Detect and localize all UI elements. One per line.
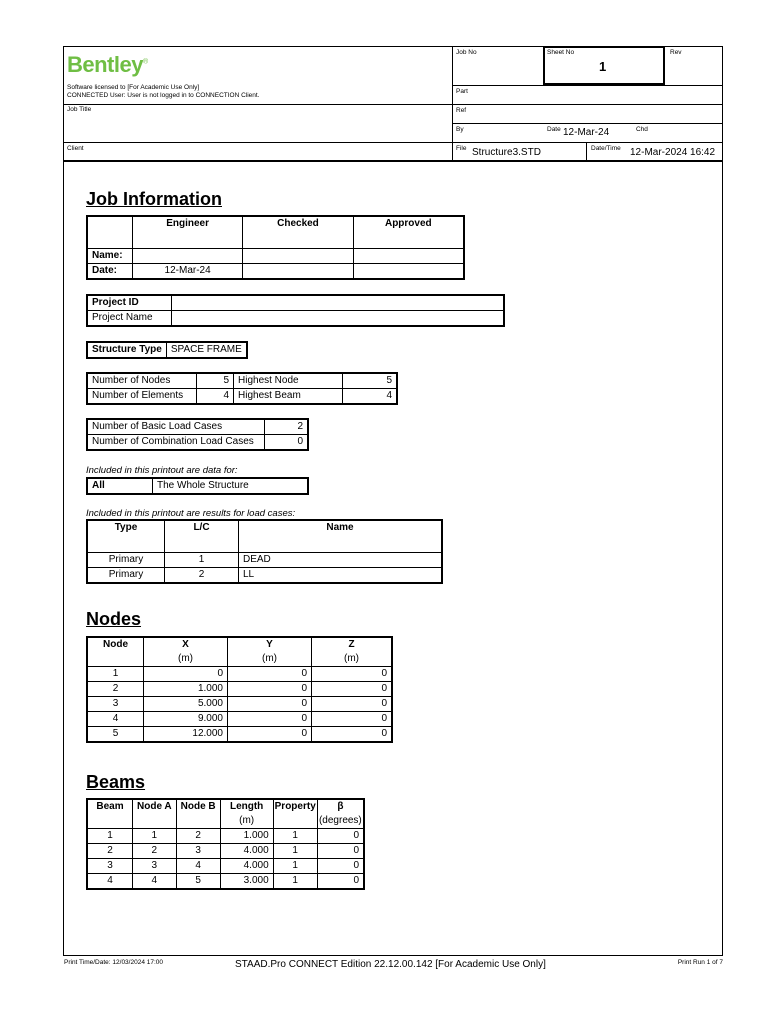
table-cell: 3	[133, 859, 177, 874]
client-label: Client	[67, 145, 84, 152]
table-cell: (m)	[228, 652, 312, 667]
table-cell: 1	[133, 829, 177, 844]
col-approved: Approved	[353, 216, 464, 248]
table-cell: 0	[317, 829, 364, 844]
table-cell: 4.000	[220, 844, 273, 859]
table-row	[87, 829, 364, 844]
table-cell: 0	[228, 697, 312, 712]
table-cell: 1	[273, 859, 317, 874]
table-cell: 0	[312, 712, 393, 727]
basic-lc-value: 2	[265, 419, 309, 435]
highest-node-value: 5	[343, 373, 398, 389]
basic-lc-label: Number of Basic Load Cases	[87, 419, 265, 435]
datetime-value: 12-Mar-2024 16:42	[630, 147, 716, 158]
counts-table	[86, 372, 398, 405]
bentley-logo: Bentley®	[67, 52, 148, 77]
table-cell: 5.000	[144, 697, 228, 712]
sheet-no-label: Sheet No	[547, 49, 575, 56]
nodes-col-y: Y	[228, 637, 312, 652]
table-cell: Primary	[87, 567, 165, 583]
nodes-title: Nodes	[86, 609, 142, 629]
table-cell: 0	[317, 859, 364, 874]
table-cell: 4	[176, 859, 220, 874]
table-cell: 0	[144, 667, 228, 682]
table-cell: 0	[317, 844, 364, 859]
job-title-label: Job Title	[67, 106, 92, 113]
table-cell: 2	[165, 567, 239, 583]
table-row	[87, 697, 392, 712]
lc-col-lc: L/C	[165, 520, 239, 552]
beams-title: Beams	[86, 772, 146, 792]
col-checked: Checked	[243, 216, 353, 248]
project-name-label: Project Name	[87, 311, 172, 327]
chd-label: Chd	[636, 126, 648, 133]
table-cell: 2	[176, 829, 220, 844]
load-cases-table	[86, 519, 443, 584]
table-cell	[172, 295, 505, 311]
license-line-2: CONNECTED User: User is not logged in to CONNECTION Client.	[67, 92, 260, 99]
beams-col-beam: Beam	[87, 799, 133, 829]
date-row-label: Date:	[87, 263, 132, 279]
table-cell: DEAD	[239, 552, 443, 567]
project-table	[86, 294, 505, 327]
included-results-note: Included in this printout are results for load cases:	[86, 508, 296, 519]
print-time: Print Time/Date: 12/03/2024 17:00	[64, 959, 164, 966]
table-cell: 0	[228, 682, 312, 697]
table-row	[87, 727, 392, 743]
table-cell: 4	[87, 874, 133, 890]
product-info: STAAD.Pro CONNECT Edition 22.12.00.142 [For Academic Use Only]	[235, 959, 546, 970]
table-cell: 2	[87, 682, 144, 697]
table-cell: 1.000	[220, 829, 273, 844]
table-cell: 5	[176, 874, 220, 890]
table-row	[87, 552, 442, 567]
included-data-table	[86, 477, 309, 495]
table-cell: 3	[87, 697, 144, 712]
table-cell	[243, 263, 353, 279]
table-row	[87, 844, 364, 859]
table-cell	[353, 248, 464, 263]
table-row	[87, 859, 364, 874]
table-cell: 9.000	[144, 712, 228, 727]
table-cell: 3	[176, 844, 220, 859]
structure-type-table	[86, 341, 248, 359]
sheet-no-value: 1	[599, 59, 607, 74]
table-cell: 1	[87, 829, 133, 844]
table-cell: Primary	[87, 552, 165, 567]
table-cell: 0	[312, 682, 393, 697]
table-cell: 4	[87, 712, 144, 727]
table-cell: 2	[133, 844, 177, 859]
highest-node-label: Highest Node	[234, 373, 343, 389]
nodes-table	[86, 636, 393, 743]
table-cell: 0	[228, 712, 312, 727]
job-no-label: Job No	[456, 49, 477, 56]
col-engineer: Engineer	[132, 216, 242, 248]
part-label: Part	[456, 88, 468, 95]
file-value: Structure3.STD	[472, 147, 541, 158]
combo-lc-label: Number of Combination Load Cases	[87, 435, 265, 451]
table-cell: 4.000	[220, 859, 273, 874]
all-value: The Whole Structure	[153, 478, 309, 494]
table-cell: (m)	[312, 652, 393, 667]
beams-col-node-b: Node B	[176, 799, 220, 829]
included-data-note: Included in this printout are data for:	[86, 465, 238, 476]
table-row	[87, 682, 392, 697]
approval-table	[86, 215, 465, 280]
rev-label: Rev	[670, 49, 682, 56]
highest-beam-value: 4	[343, 389, 398, 405]
table-cell: 1	[273, 874, 317, 890]
lc-col-type: Type	[87, 520, 165, 552]
table-cell: 0	[228, 727, 312, 743]
beams-col-beta: β	[317, 799, 364, 814]
lc-col-name: Name	[239, 520, 443, 552]
num-nodes-label: Number of Nodes	[87, 373, 197, 389]
num-elements-value: 4	[197, 389, 234, 405]
table-cell: 1.000	[144, 682, 228, 697]
beams-col-property: Property	[273, 799, 317, 829]
nodes-col-x: X	[144, 637, 228, 652]
table-cell	[172, 311, 505, 327]
table-cell: (m)	[144, 652, 228, 667]
table-row	[87, 667, 392, 682]
load-case-count-table	[86, 418, 309, 451]
table-cell: 3	[87, 859, 133, 874]
table-cell: 0	[312, 667, 393, 682]
nodes-col-z: Z	[312, 637, 393, 652]
table-cell: 2	[87, 844, 133, 859]
table-cell: 0	[317, 874, 364, 890]
datetime-label: Date/Time	[591, 145, 621, 152]
table-cell: 0	[312, 727, 393, 743]
job-info-title: Job Information	[86, 189, 222, 209]
all-label: All	[87, 478, 153, 494]
combo-lc-value: 0	[265, 435, 309, 451]
table-cell: 0	[312, 697, 393, 712]
table-cell: LL	[239, 567, 443, 583]
date-value: 12-Mar-24	[563, 127, 610, 138]
nodes-col-node: Node	[87, 637, 144, 667]
table-cell: (m)	[220, 814, 273, 829]
table-cell: 1	[273, 829, 317, 844]
beams-table	[86, 798, 365, 890]
highest-beam-label: Highest Beam	[234, 389, 343, 405]
ref-label: Ref	[456, 107, 467, 114]
table-row	[87, 874, 364, 890]
structure-type-label: Structure Type	[87, 342, 166, 358]
structure-type-value: SPACE FRAME	[166, 342, 246, 358]
engineer-date: 12-Mar-24	[132, 263, 242, 279]
license-line-1: Software licensed to [For Academic Use Only]	[67, 84, 200, 91]
table-cell: 0	[228, 667, 312, 682]
beams-col-length: Length	[220, 799, 273, 814]
table-cell	[87, 216, 132, 248]
name-label: Name:	[87, 248, 132, 263]
table-cell: 3.000	[220, 874, 273, 890]
project-id-label: Project ID	[87, 295, 172, 311]
table-cell: (degrees)	[317, 814, 364, 829]
num-nodes-value: 5	[197, 373, 234, 389]
table-cell: 1	[273, 844, 317, 859]
table-row	[87, 567, 442, 583]
table-cell: 12.000	[144, 727, 228, 743]
table-cell: 1	[87, 667, 144, 682]
by-label: By	[456, 126, 464, 133]
date-label: Date	[547, 126, 561, 133]
table-row	[87, 712, 392, 727]
print-run: Print Run 1 of 7	[677, 959, 723, 966]
num-elements-label: Number of Elements	[87, 389, 197, 405]
table-cell	[132, 248, 242, 263]
table-cell	[243, 248, 353, 263]
beams-col-node-a: Node A	[133, 799, 177, 829]
table-cell: 5	[87, 727, 144, 743]
file-label: File	[456, 145, 467, 152]
table-cell	[353, 263, 464, 279]
table-cell: 4	[133, 874, 177, 890]
table-cell: 1	[165, 552, 239, 567]
